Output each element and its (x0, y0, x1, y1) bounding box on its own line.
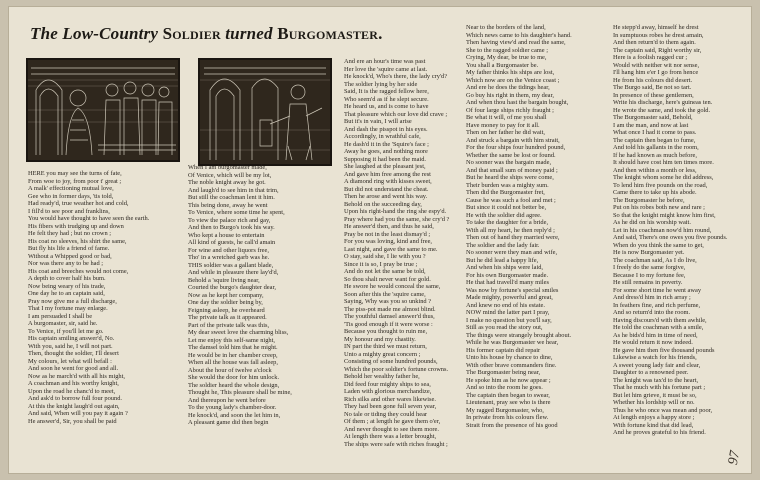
verse-line: He from his colours did desert. (613, 76, 693, 84)
verse-line: One day he to an captain said, (28, 290, 105, 297)
verse-line: And laugh'd to see him in that trim, (188, 186, 279, 194)
verse-line: If he had known as much before, (613, 151, 697, 159)
page-title (30, 24, 383, 44)
verse-line: Who seem'd as if he slept secure. (344, 95, 429, 103)
verse-line: His coat no sleeves, his shirt the same, (28, 237, 127, 245)
verse-line: No sooner was the bargain made, (466, 159, 552, 166)
verse-line: The Burgomaster said, Behold, (613, 114, 693, 121)
verse-line: Came there to take up his abode. (613, 189, 697, 196)
verse-line: That I my fortune may enlarge. (28, 305, 108, 312)
verse-line: Near to the borders of the land, (466, 24, 546, 31)
verse-line: No sooner were they man and wife, (466, 249, 558, 256)
verse-line: The ships were safe with riches fraught ; (344, 440, 448, 448)
verse-line: The captain then began to fume, (613, 136, 696, 144)
verse-line: But he heard the ships were come, (466, 174, 554, 181)
verse-line: Lieutenant, pray see who is there (466, 399, 551, 406)
verse-line: From woe to joy, from poor t' great ; (28, 177, 122, 185)
verse-line: Put on his robes both new and rare ; (613, 204, 705, 211)
verse-line: Then on her father he did wait, (466, 129, 545, 136)
verse-line: His captain smiling answer'd, No. (28, 335, 115, 342)
verse-line: As he bids'd him in time of need, (613, 331, 698, 339)
verse-line: Then out of hand they married were, (466, 234, 560, 241)
verse-line: Behold her wealthy father he, (344, 373, 420, 380)
verse-line: All kind of guests, he call'd amain (188, 239, 276, 246)
verse-line: Made mighty, powerful and great, (466, 294, 553, 301)
verse-line: Nor was there any to be had ; (28, 260, 104, 267)
verse-line: Then did the Burgomaster fret, (466, 189, 545, 196)
verse-line: She would the door for him unlock. (188, 374, 280, 381)
verse-line: Of them ; at length he gave them o'er, (344, 418, 441, 425)
verse-line: He would return it now indeed. (613, 339, 693, 346)
verse-line: The things were strangely brought about. (466, 331, 572, 339)
verse-line: Did feed four mighty ships to sea, (344, 380, 431, 388)
title-part-1: The Low-Country (30, 24, 163, 43)
verse-line: And dress'd him in rich array ; (613, 294, 691, 301)
verse-line: A depth to cover half his bum. (28, 275, 106, 282)
verse-line: Now being weary of his trade, (28, 282, 106, 290)
verse-line: I fill'd to see poor and franklins, (28, 207, 110, 215)
verse-line: Who kept a house to entertain (188, 231, 265, 239)
verse-line: Unto a mighty great concern ; (344, 350, 421, 358)
verse-line: A coachman and his worthy knight, (28, 380, 119, 387)
verse-line: A diamond ring with kisses sweet, (344, 178, 432, 185)
verse-line: She laughed at the pleasant jest, (344, 163, 426, 170)
verse-line: That he much with his fortune part ; (613, 384, 706, 391)
verse-line: With all my heart, he then reply'd ; (466, 226, 555, 234)
verse-line: Last night, and gave the same to me. (344, 245, 438, 253)
verse-line: His coat and breeches would not come, (28, 267, 129, 275)
verse-line: To take the daughter for a bride, (466, 219, 549, 226)
verse-line: At length there was a letter brought, (344, 433, 437, 440)
verse-line: He spoke him as he now appear ; (466, 376, 551, 384)
verse-line: Said, It is the ragged fellow here, (344, 88, 429, 95)
verse-line: The Burgo said, Be not so tart. (613, 84, 692, 91)
verse-line: For the four ships four hundred pound, (466, 144, 566, 151)
verse-line: Thus he who once was mean and poor, (613, 406, 713, 414)
verse-line: And so into the room he goes. (466, 384, 543, 391)
verse-line: And dash the pisspot in his eyes. (344, 125, 428, 133)
verse-line: For some short time he went away (613, 286, 702, 294)
woodcut-soldier-doorway-icon (198, 58, 332, 166)
verse-line: Supposing it had been the maid. (344, 155, 427, 163)
verse-line: Let in his coachman now'd him round, (613, 226, 712, 234)
verse-column-4 (466, 24, 606, 429)
verse-line: To view the palace rich and gay, (188, 216, 271, 224)
verse-line: HERE you may see the turns of fate, (28, 170, 122, 177)
verse-line: That pleasure which our love did crave ; (344, 110, 448, 118)
verse-line: And gave him free among the rest (344, 170, 431, 178)
verse-line: My colours, let what will befall : (28, 357, 112, 365)
verse-line: With you, said he, I will not part. (28, 342, 113, 350)
verse-line: The damsel told him that he might. (188, 344, 278, 351)
verse-line: Saying, Why was you so unkind ? (344, 298, 432, 305)
verse-line: Upon the road he chanc'd to meet, (28, 387, 116, 395)
verse-line: My dear sweet love the charming bliss, (188, 329, 289, 336)
verse-line: When do you think the same to get, (613, 241, 704, 249)
verse-line: A sweet young lady fair and clear, (613, 361, 701, 369)
verse-line: O stay, said she, I lie with you ? (344, 253, 426, 260)
verse-line: Because I to my fortune fee, (613, 271, 686, 279)
verse-line: 'Tis good enough if it were worse : (344, 320, 433, 328)
verse-line: Laden with glorious merchandize, (344, 388, 432, 395)
verse-line: Here is a foolish ragged cur ; (613, 54, 688, 61)
verse-line: You would have thought to have seen the earth. (28, 215, 150, 222)
woodcut-seated-figures-icon (26, 58, 180, 162)
verse-line: With other brave commanders fine. (466, 361, 557, 369)
verse-line: Behold on the succeeding day, (344, 200, 422, 208)
verse-line: Which the poor soldier's fortune crowns. (344, 365, 449, 373)
verse-line: IN part the third we must return, (344, 343, 427, 350)
verse-line: Pray now give me a full discharge, (28, 297, 117, 305)
verse-line: Her love the 'squire came at last. (344, 65, 428, 73)
verse-line: But let him grieve, it must be so, (613, 391, 697, 399)
verse-line: And that small sum of money paid ; (466, 166, 558, 174)
verse-line: When all the house was fall asleep, (188, 359, 278, 366)
verse-line: And so return'd into the room. (613, 309, 691, 316)
verse-line: My honour and my chastity. (344, 335, 416, 343)
verse-line: Away he goes, and nothing more (344, 148, 428, 155)
verse-line: In feathers fine, and rich perfume, (613, 301, 701, 309)
verse-line: I'll hang him e'er I go from hence (613, 69, 699, 76)
verse-line: Crying, My dear, be true to me, (466, 54, 547, 61)
verse-line: And while in pleasure there lay'd'd, (188, 269, 279, 276)
verse-line: Daughter to a renowned peer. (613, 369, 689, 376)
verse-line: And then return'd to them again. (613, 39, 696, 46)
verse-line: Unto his house by chance to dine, (466, 354, 553, 361)
verse-line: He felt they had ; but no crown ; (28, 230, 112, 237)
verse-line: I am the man, and now at last (613, 121, 689, 129)
verse-line: Still as you read the story out, (466, 324, 543, 331)
verse-line: Likewise a watch for his friends, (613, 354, 697, 361)
verse-line: A burgomaster, sir, said he. (28, 320, 98, 327)
verse-line: Consisting of some hundred pounds, (344, 358, 438, 365)
verse-line: Be what it will, of me you shall (466, 114, 547, 121)
verse-line: And struck a bargain with him strait, (466, 136, 560, 144)
verse-line: The piss-pot made me almost blind. (344, 305, 436, 313)
verse-line: Their burden was a mighty sum. (466, 181, 549, 189)
verse-line: To Venice, where some time he spent, (188, 209, 285, 216)
verse-line: Courted the burgo's daughter dear, (188, 284, 276, 291)
verse-line: NOW mind the latter part I pray, (466, 309, 550, 316)
verse-line: Of four large ships richly fraught ; (466, 106, 554, 114)
verse-line: And ere he does the tidings hear, (466, 84, 550, 91)
verse-line: About the hour of twelve a'clock (188, 366, 272, 374)
verse-line: The noble knight away he got. (188, 179, 266, 186)
verse-line: Then he arose and went his way. (344, 193, 428, 200)
verse-line: Now as he march'd with all his might, (28, 372, 125, 380)
verse-line: He knock'd, and soon the let him in, (188, 411, 281, 419)
verse-line: One day the soldier being by, (188, 299, 263, 306)
verse-line: He told the coachman with a smile, (613, 324, 704, 331)
verse-line: And then within a month or less, (613, 166, 697, 174)
verse-line: Without a Whipped good or bad, (28, 252, 112, 260)
verse-line: The captain said, Right worthy sir, (613, 46, 702, 54)
verse-line: They had been gone full seven year, (344, 403, 437, 410)
verse-line: I freely do the same forgive, (613, 264, 686, 271)
verse-line: This being done, away he went (188, 201, 268, 209)
verse-line: Part of the private talk was this, (188, 321, 270, 329)
verse-line: He answer'd, Sir, you shall be paid (28, 417, 117, 425)
verse-line: For his own Burgomaster made. (466, 271, 549, 279)
verse-line: Soon after this the 'squire came, (344, 290, 426, 298)
verse-line: Pray where had you the same, she cry'd ? (344, 215, 450, 223)
verse-line: Now as he kept her company, (188, 291, 264, 299)
verse-line: But fly his life a friend of fame. (28, 245, 110, 252)
verse-line: My father thinks his ships are lost, (466, 69, 555, 76)
verse-line: Having discours'd with them awhile, (613, 316, 707, 324)
verse-line: His former captain did repair (466, 346, 541, 354)
verse-line: He gave him then five thousand pounds (613, 346, 715, 354)
verse-line: Gee who in former days, 'tis told, (28, 192, 114, 200)
verse-line: For wine and other liquors free, (188, 246, 269, 254)
verse-line: He that had travell'd many miles (466, 279, 549, 286)
verse-line: His fibers with trudging up and down (28, 222, 124, 230)
verse-line: Was now by fortune's special smiles (466, 286, 559, 294)
verse-line: He would be in her chamber creep, (188, 351, 278, 359)
verse-line: Thought he, This pleasure shall be mine, (188, 389, 292, 396)
verse-line: When I am burgomaster made, (188, 164, 267, 171)
verse-line: Had ready'd, true weather hot and cold, (28, 200, 129, 207)
verse-line: To lend him five pounds on the road, (613, 181, 708, 189)
verse-line: She to the ragged soldier came ; (466, 46, 548, 54)
verse-line: And knew no end of his estate. (466, 301, 545, 309)
verse-line: And when his ships were laid, (466, 264, 544, 271)
verse-column-2 (188, 164, 338, 427)
verse-line: At this the knight laugh'd out again, (28, 402, 120, 410)
verse-line: He stepp'd away, himself he drest (613, 24, 699, 31)
verse-line: To the young lady's chamber-door. (188, 404, 277, 411)
verse-line: Have money to pay for it all. (466, 121, 540, 129)
verse-line: He knock'd, Who's there, the lady cry'd? (344, 73, 448, 80)
verse-line: Behold a 'squire living near, (188, 276, 260, 284)
verse-line: The youthful damsel answer'd thus, (344, 313, 435, 320)
verse-line: With fortune kind that did lead, (613, 421, 694, 429)
verse-line: But it's in vain, I will arise (344, 118, 412, 125)
verse-line: To Venice, if you'll let me go. (28, 327, 104, 335)
verse-column-1 (28, 170, 180, 425)
broadside-sheet (8, 6, 752, 474)
verse-line: Whether the same be lost or found. (466, 151, 556, 159)
verse-line: Whether his lordship will or no. (613, 399, 695, 406)
verse-line: And he proves grateful to his friend. (613, 429, 706, 436)
verse-line: And then to Burgo's took his way. (188, 224, 275, 231)
verse-line: And said, There's one owes you five pounds. (613, 234, 728, 241)
verse-line: No tale or tiding they could hear (344, 410, 428, 418)
verse-line: And soon he went for good and all. (28, 365, 119, 372)
verse-line: Tho' in a wretched garb was he. (188, 254, 270, 261)
verse-line: The knight was tax'd to the heart, (613, 376, 699, 384)
verse-line: Cause he was such a fool and met ; (466, 196, 556, 204)
verse-line: The private talk as it appeared. (188, 314, 267, 321)
verse-line: But he did lead a happy life, (466, 256, 539, 264)
verse-line: And said, When will you pay it again ? (28, 410, 128, 417)
verse-line: But since it could not better be, (466, 204, 547, 211)
verse-line: So that the knight might know him first, (613, 211, 716, 219)
verse-line: Then having view'd and read the same, (466, 39, 566, 46)
verse-line: Of Venice, which will be my lot, (188, 171, 272, 179)
verse-line: He swore he would conceal the same, (344, 283, 441, 290)
verse-line: The Burgomaster he before, (613, 196, 685, 204)
verse-line: Rich silks and other wares likewise. (344, 395, 436, 403)
verse-line: The captain then began to swear, (466, 391, 550, 399)
verse-line: Would with neither wit nor sense, (613, 61, 700, 69)
page-mark: 97 (725, 449, 744, 467)
verse-line: Because you thought to ruin me, (344, 328, 428, 335)
verse-line: He still remains in poverty. (613, 279, 683, 286)
verse-column-5 (613, 24, 749, 437)
verse-line: As he did on his worship wait. (613, 219, 691, 226)
verse-line: Write his discharge, here's guineas ten. (613, 99, 713, 106)
verse-line: A malk' effectioning mutual love, (28, 185, 114, 192)
verse-line: Let me enjoy this self-same night, (188, 336, 275, 344)
title-part-2: Soldier (162, 24, 221, 43)
verse-line: And told his gallants in the room, (613, 144, 699, 151)
verse-line: And ask'd to borrow full four pound. (28, 395, 122, 402)
verse-line: And never thought to see them more. (344, 425, 439, 433)
verse-line: Accordingly, in wrathful cafe, (344, 133, 421, 140)
verse-line: In private from his colours flew. (466, 414, 549, 421)
verse-line: THIS soldier was a gallant blade, (188, 261, 274, 269)
verse-line: Strait from the presence of his good (466, 421, 558, 429)
verse-line: And when thou hast the bargain bought, (466, 99, 569, 106)
verse-line: He dash'd it in the 'Squire's face ; (344, 140, 429, 148)
verse-line: The coachman said, As I do live, (613, 256, 697, 264)
verse-line: Pray be not in the least dismay'd ; (344, 230, 431, 238)
verse-line: In sumptuous robes he drest amain, (613, 31, 704, 39)
verse-line: A pleasant game did then begin (188, 419, 269, 426)
verse-line: But did not understand the cheat. (344, 185, 429, 193)
verse-line: Upon his right-hand the ring she espy'd. (344, 208, 447, 215)
verse-line: What once I had it come to pass. (613, 129, 697, 136)
verse-line: He is now Burgomaster yet. (613, 249, 685, 256)
verse-line: But still the coachman lent it him. (188, 194, 275, 201)
title-part-3: turned (220, 24, 278, 43)
verse-line: In presence of these gentlemen, (613, 91, 694, 99)
verse-line: The knight whom some he did address, (613, 174, 714, 181)
verse-line: Which news came to his daughter's hand. (466, 31, 572, 39)
verse-line: He with the soldier did agree. (466, 211, 542, 219)
verse-line: While he was Burgomaster we hear, (466, 339, 559, 346)
verse-line: He answer'd then, and thus he said, (344, 223, 434, 230)
verse-line: My ragged Burgomaster, who, (466, 406, 544, 414)
verse-line: And do not let the same be told, (344, 268, 426, 275)
verse-line: So thou shalt never want for gold. (344, 275, 431, 283)
verse-line: Then, thought the soldier, I'll desert (28, 350, 119, 357)
verse-line: I am persuaded I shall be (28, 312, 93, 320)
verse-line: You shall a Burgomaster be. (466, 61, 539, 69)
verse-line: For you was loving, kind and free, (344, 238, 433, 245)
verse-line: Feigning asleep, he overheard (188, 306, 265, 314)
verse-line: The soldier lying by her side (344, 80, 418, 88)
verse-line: Go buy his right in them, my dear, (466, 91, 554, 99)
verse-line: The Burgomaster being near, (466, 369, 541, 376)
verse-line: At length enjoys a happy store ; (613, 414, 695, 421)
verse-line: The soldier heard the whole design, (188, 381, 280, 389)
verse-line: And thereupon he went before (188, 396, 266, 404)
verse-line: And ere an hour's time was past (344, 58, 426, 65)
verse-line: I make no question but you'll say, (466, 316, 552, 324)
title-part-4: Burgomaster. (277, 24, 383, 43)
verse-line: The soldier and the lady fair. (466, 241, 540, 249)
verse-line: Which now are on the Venice coast ; (466, 76, 560, 84)
verse-line: He wrote the same, and took the gold. (613, 106, 711, 114)
verse-line: Since it is so, I pray be true ; (344, 260, 418, 268)
verse-line: It should have cost him ten times more. (613, 159, 714, 166)
verse-line: He heard us, and is come to have (344, 103, 429, 110)
